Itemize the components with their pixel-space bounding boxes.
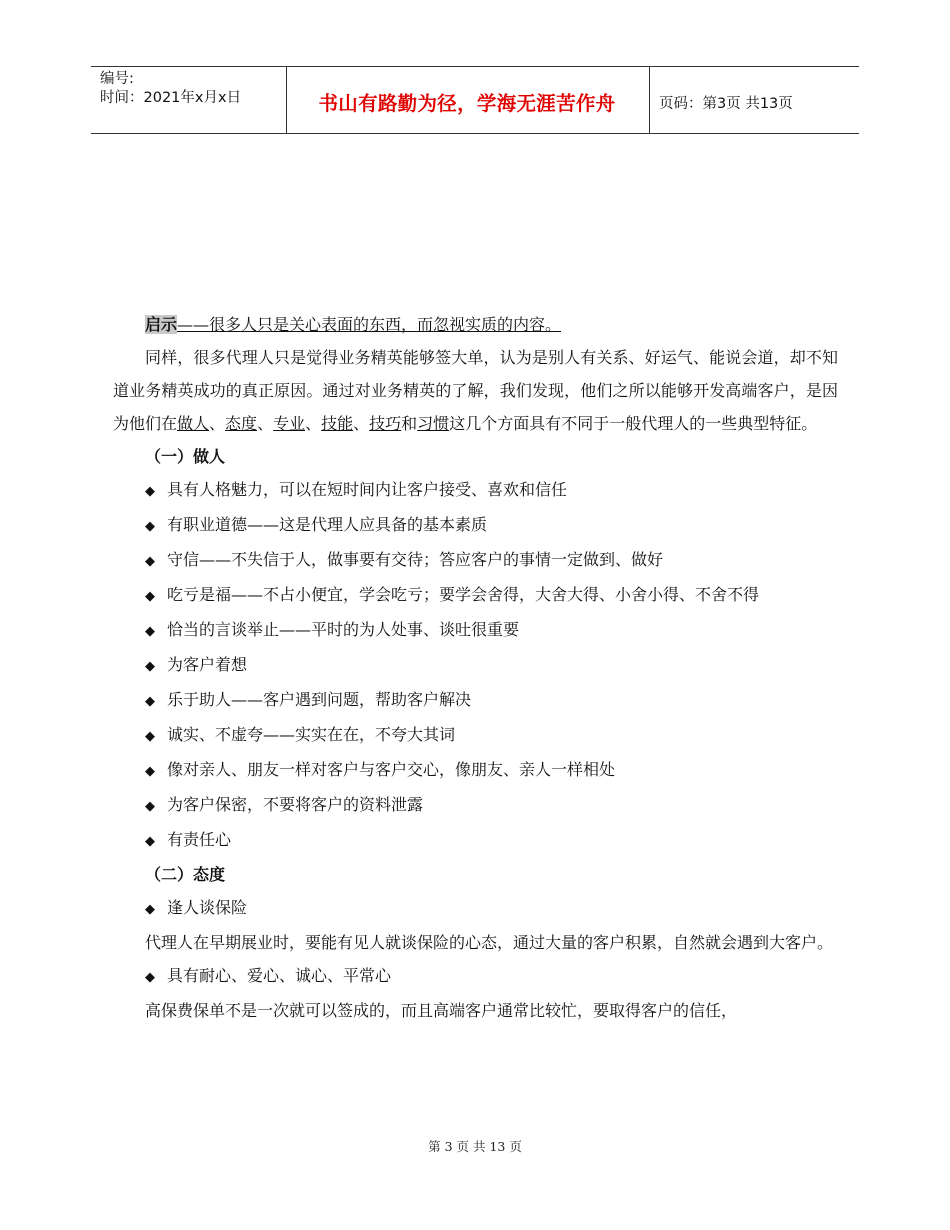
- bullet-diamond-icon: ◆: [145, 729, 155, 744]
- list-item-text: 像对亲人、朋友一样对客户与客户交心，像朋友、亲人一样相处: [167, 760, 616, 779]
- intro-text-end: 这几个方面具有不同于一般代理人的一些典型特征。: [449, 414, 818, 433]
- header-motto: 书山有路勤为径，学海无涯苦作舟: [318, 92, 616, 115]
- bullet-diamond-icon: ◆: [145, 764, 155, 779]
- list-item: [113, 648, 838, 683]
- list-item: [113, 718, 838, 753]
- number-label: 编号:: [100, 71, 134, 87]
- bullet-diamond-icon: ◆: [145, 589, 155, 604]
- intro-text: 同样，很多代理人只是觉得业务精英能够签大单，认为是别人有关系、好运气、能说会道，却不知道业务精英成功的真正原因。通过对业务精英的了解，我们发现，他们之所以能够开发高端客户，是因为他们在: [113, 348, 838, 433]
- keyword-4: 技能: [321, 414, 354, 433]
- section-title-2: （二）态度: [145, 865, 226, 884]
- bullet-diamond-icon: ◆: [145, 970, 155, 985]
- header-page-number: 页码：第3页 共13页: [659, 96, 793, 112]
- list-item-text: 有职业道德——这是代理人应具备的基本素质: [167, 515, 488, 534]
- list-item-text: 为客户保密，不要将客户的资料泄露: [167, 795, 424, 814]
- separator: 、: [209, 414, 226, 433]
- list-item: [113, 543, 838, 578]
- list-item-text: 乐于助人——客户遇到问题，帮助客户解决: [167, 690, 472, 709]
- paragraph: 代理人在早期展业时，要能有见人就谈保险的心态，通过大量的客户积累，自然就会遇到大客户。: [145, 933, 834, 952]
- list-item: [113, 613, 838, 648]
- list-item: [113, 959, 838, 994]
- section-title-1: （一）做人: [145, 447, 226, 466]
- bullet-diamond-icon: ◆: [145, 484, 155, 499]
- list-item: [113, 753, 838, 788]
- bullet-diamond-icon: ◆: [145, 902, 155, 917]
- keyword-6: 习惯: [417, 414, 450, 433]
- intro-paragraph: [113, 341, 838, 440]
- list-item-text: 恰当的言谈举止——平时的为人处事、谈吐很重要: [167, 620, 520, 639]
- separator: 、: [305, 414, 322, 433]
- bullet-diamond-icon: ◆: [145, 519, 155, 534]
- document-body: [113, 308, 838, 1027]
- conjunction: 和: [401, 414, 418, 433]
- keyword-1: 做人: [177, 414, 210, 433]
- bullet-diamond-icon: ◆: [145, 799, 155, 814]
- list-item: [113, 578, 838, 613]
- keyword-2: 态度: [225, 414, 258, 433]
- list-item-text: 具有耐心、爱心、诚心、平常心: [167, 966, 392, 985]
- bullet-diamond-icon: ◆: [145, 694, 155, 709]
- time-label: 时间：2021年x月x日: [100, 90, 242, 106]
- separator: 、: [353, 414, 370, 433]
- list-item: [113, 473, 838, 508]
- list-item: [113, 508, 838, 543]
- list-item: [113, 683, 838, 718]
- page-footer: 第 3 页 共 13 页: [428, 1139, 522, 1154]
- list-item-text: 守信——不失信于人，做事要有交待；答应客户的事情一定做到、做好: [167, 550, 664, 569]
- bullet-diamond-icon: ◆: [145, 834, 155, 849]
- paragraph: 高保费保单不是一次就可以签成的，而且高端客户通常比较忙，要取得客户的信任，: [145, 1001, 738, 1020]
- list-item-text: 诚实、不虚夸——实实在在，不夸大其词: [167, 725, 456, 744]
- keyword-5: 技巧: [369, 414, 402, 433]
- header-meta: [100, 70, 241, 108]
- list-item: [113, 823, 838, 858]
- list-item-text: 为客户着想: [167, 655, 248, 674]
- bullet-diamond-icon: ◆: [145, 624, 155, 639]
- list-item-text: 有责任心: [167, 830, 232, 849]
- list-item-text: 吃亏是福——不占小便宜，学会吃亏；要学会舍得，大舍大得、小舍小得、不舍不得: [167, 585, 760, 604]
- insight-text: ——很多人只是关心表面的东西，而忽视实质的内容。: [177, 315, 562, 334]
- bullet-diamond-icon: ◆: [145, 659, 155, 674]
- keyword-3: 专业: [273, 414, 306, 433]
- insight-line: [113, 308, 838, 341]
- list-item: [113, 891, 838, 926]
- list-item: [113, 788, 838, 823]
- list-item-text: 逢人谈保险: [167, 898, 248, 917]
- separator: 、: [257, 414, 274, 433]
- bullet-diamond-icon: ◆: [145, 554, 155, 569]
- header-divider: [649, 67, 650, 133]
- page-header: [91, 66, 859, 134]
- list-item-text: 具有人格魅力，可以在短时间内让客户接受、喜欢和信任: [167, 480, 568, 499]
- insight-tag: 启示: [145, 315, 178, 334]
